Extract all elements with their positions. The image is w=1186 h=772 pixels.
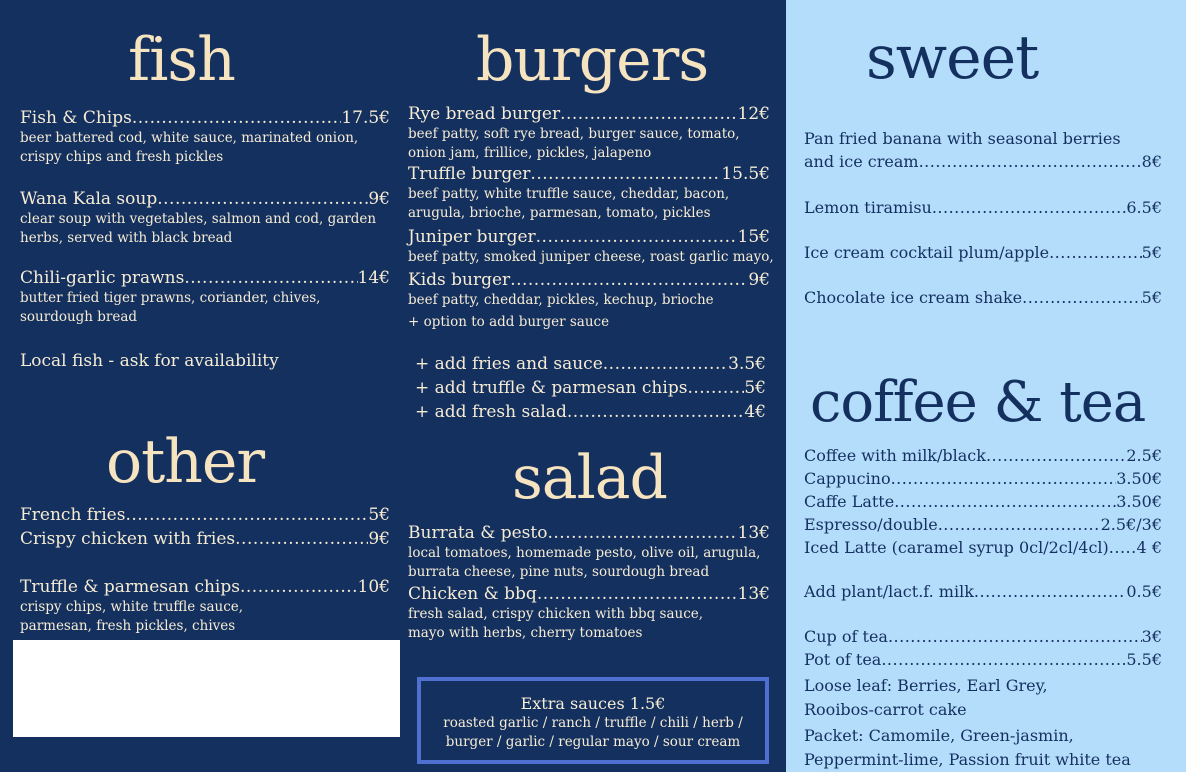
menu-item-coffee bbox=[804, 444, 1162, 467]
item-name: Ice cream cocktail plum/apple bbox=[804, 243, 1050, 262]
item-desc: sourdough bread bbox=[20, 309, 138, 325]
item-name: Cup of tea bbox=[804, 627, 888, 646]
menu-item-kids-burger bbox=[408, 270, 770, 332]
item-name: Rye bread burger bbox=[408, 104, 561, 124]
item-desc: herbs, served with black bread bbox=[20, 230, 233, 246]
menu-item-crispy-chicken-fries bbox=[20, 529, 390, 550]
item-price: 15.5€ bbox=[721, 164, 770, 184]
extra-sauces-line: roasted garlic / ranch / truffle / chili / herb / bbox=[443, 715, 743, 731]
menu-item-french-fries bbox=[20, 505, 390, 526]
item-name: Cappucino bbox=[804, 469, 891, 488]
menu-item-ice-cream-cocktail bbox=[804, 241, 1162, 264]
item-name: Caffe Latte bbox=[804, 492, 895, 511]
menu-item-rye-bread-burger bbox=[408, 104, 770, 163]
item-desc: parmesan, fresh pickles, chives bbox=[20, 618, 236, 634]
sweet-heading: sweet bbox=[866, 23, 1039, 93]
item-price: 15€ bbox=[737, 227, 770, 247]
menu-item-juniper-burger bbox=[408, 227, 774, 267]
burgers-heading: burgers bbox=[476, 25, 709, 95]
item-name: French fries bbox=[20, 505, 126, 525]
menu-item-espresso bbox=[804, 513, 1162, 536]
item-price: 9€ bbox=[368, 529, 390, 549]
item-desc: burrata cheese, pine nuts, sourdough bread bbox=[408, 564, 710, 580]
item-price: 4 € bbox=[1136, 538, 1162, 557]
item-price: 9€ bbox=[368, 189, 390, 209]
item-price: 3.50€ bbox=[1116, 492, 1162, 511]
item-name: Coffee with milk/black bbox=[804, 446, 986, 465]
item-price: 12€ bbox=[737, 104, 770, 124]
tea-note-line: Packet: Camomile, Green-jasmin, bbox=[804, 726, 1074, 745]
item-desc: clear soup with vegetables, salmon and cod, garden bbox=[20, 211, 377, 227]
local-fish-note: Local fish - ask for availability bbox=[20, 351, 279, 371]
other-heading: other bbox=[106, 427, 265, 497]
item-name: Chili-garlic prawns bbox=[20, 268, 185, 288]
item-name: Chocolate ice cream shake bbox=[804, 288, 1023, 307]
tea-note-line: Rooibos-carrot cake bbox=[804, 700, 967, 719]
item-price: 8€ bbox=[1141, 152, 1162, 171]
item-price: 5.5€ bbox=[1126, 650, 1162, 669]
item-desc: + option to add burger sauce bbox=[408, 314, 610, 330]
item-desc: crispy chips, white truffle sauce, bbox=[20, 599, 244, 615]
menu-item-caffe-latte bbox=[804, 490, 1162, 513]
fish-other-column bbox=[0, 0, 400, 772]
item-desc: local tomatoes, homemade pesto, olive oil, arugula, bbox=[408, 545, 761, 561]
burgers-salad-column bbox=[400, 0, 786, 772]
item-name: Wana Kala soup bbox=[20, 189, 158, 209]
menu-item-chicken-bbq bbox=[408, 584, 770, 643]
item-desc: fresh salad, crispy chicken with bbq sauce, bbox=[408, 606, 704, 622]
item-name: Crispy chicken with fries bbox=[20, 529, 236, 549]
item-name: Truffle & parmesan chips bbox=[20, 577, 240, 597]
tea-notes bbox=[804, 674, 1162, 772]
item-price: 2.5€ bbox=[1126, 446, 1162, 465]
menu-item-chili-garlic-prawns bbox=[20, 268, 390, 327]
item-desc: onion jam, frillice, pickles, jalapeno bbox=[408, 145, 652, 161]
item-desc: butter fried tiger prawns, coriander, chives, bbox=[20, 290, 321, 306]
item-name: Pot of tea bbox=[804, 650, 882, 669]
menu-item-plant-milk bbox=[804, 580, 1162, 603]
item-price: 14€ bbox=[357, 268, 390, 288]
item-price: 5€ bbox=[1141, 243, 1162, 262]
item-price: 10€ bbox=[357, 577, 390, 597]
item-name: Juniper burger bbox=[408, 227, 536, 247]
extra-sauces-title: Extra sauces 1.5€ bbox=[520, 694, 666, 713]
item-price: 3€ bbox=[1141, 627, 1162, 646]
item-price: 6.5€ bbox=[1126, 198, 1162, 217]
item-desc: crispy chips and fresh pickles bbox=[20, 149, 224, 165]
item-name: + add truffle & parmesan chips bbox=[415, 378, 688, 398]
item-name: Burrata & pesto bbox=[408, 523, 548, 543]
menu-item-fish-and-chips bbox=[20, 108, 390, 167]
item-name: Kids burger bbox=[408, 270, 511, 290]
item-name: + add fresh salad bbox=[415, 402, 567, 422]
item-name: Chicken & bbq bbox=[408, 584, 537, 604]
item-desc: beef patty, smoked juniper cheese, roast garlic mayo, bbox=[408, 249, 774, 265]
menu-item-pot-of-tea bbox=[804, 648, 1162, 671]
item-desc: beef patty, soft rye bread, burger sauce, tomato, bbox=[408, 126, 740, 142]
fish-heading: fish bbox=[128, 25, 235, 95]
menu-item-pan-fried-banana bbox=[804, 150, 1162, 173]
addon-fries-sauce bbox=[415, 354, 766, 375]
addon-truffle-chips bbox=[415, 378, 766, 399]
item-desc: beef patty, cheddar, pickles, kechup, brioche bbox=[408, 292, 714, 308]
item-name: and ice cream bbox=[804, 152, 919, 171]
extra-sauces-box bbox=[417, 677, 769, 764]
item-price: 0.5€ bbox=[1126, 582, 1162, 601]
item-name: Truffle burger bbox=[408, 164, 531, 184]
menu-item-burrata-pesto bbox=[408, 523, 770, 582]
item-name: + add fries and sauce bbox=[415, 354, 603, 374]
item-name: Fish & Chips bbox=[20, 108, 132, 128]
tea-note-line: Loose leaf: Berries, Earl Grey, bbox=[804, 676, 1048, 695]
item-name: Iced Latte (caramel syrup 0cl/2cl/4cl) bbox=[804, 538, 1109, 557]
item-price: 3.5€ bbox=[728, 354, 766, 374]
menu-item-cup-of-tea bbox=[804, 625, 1162, 648]
item-price: 5€ bbox=[1141, 288, 1162, 307]
menu-item-wana-kala-soup bbox=[20, 189, 390, 248]
menu-item-truffle-parmesan-chips bbox=[20, 577, 390, 636]
menu-item-iced-latte bbox=[804, 536, 1162, 559]
menu-item-cappucino bbox=[804, 467, 1162, 490]
item-name: Lemon tiramisu bbox=[804, 198, 932, 217]
menu-item-lemon-tiramisu bbox=[804, 196, 1162, 219]
menu-item-truffle-burger bbox=[408, 164, 770, 223]
item-price: 5€ bbox=[368, 505, 390, 525]
item-name: Add plant/lact.f. milk bbox=[804, 582, 974, 601]
item-price: 5€ bbox=[744, 378, 766, 398]
item-price: 2.5€/3€ bbox=[1100, 515, 1162, 534]
sweet-first-line: Pan fried banana with seasonal berries bbox=[804, 129, 1121, 148]
item-price: 17.5€ bbox=[341, 108, 390, 128]
item-price: 13€ bbox=[737, 584, 770, 604]
tea-note-line: Peppermint-lime, Passion fruit white tea bbox=[804, 750, 1131, 769]
item-desc: mayo with herbs, cherry tomatoes bbox=[408, 625, 643, 641]
item-price: 4€ bbox=[744, 402, 766, 422]
salad-heading: salad bbox=[512, 443, 667, 513]
item-price: 9€ bbox=[748, 270, 770, 290]
extra-sauces-line: burger / garlic / regular mayo / sour cream bbox=[445, 734, 741, 750]
item-desc: beef patty, white truffle sauce, cheddar, bacon, bbox=[408, 186, 730, 202]
addon-fresh-salad bbox=[415, 402, 766, 423]
item-price: 3.50€ bbox=[1116, 469, 1162, 488]
item-desc: arugula, brioche, parmesan, tomato, pickles bbox=[408, 205, 711, 221]
menu-item-chocolate-shake bbox=[804, 286, 1162, 309]
item-name: Espresso/double bbox=[804, 515, 938, 534]
item-desc: beer battered cod, white sauce, marinated onion, bbox=[20, 130, 359, 146]
item-price: 13€ bbox=[737, 523, 770, 543]
coffee-tea-heading: coffee & tea bbox=[810, 370, 1146, 435]
redacted-area bbox=[13, 640, 400, 737]
sweet-coffee-column bbox=[786, 0, 1186, 772]
